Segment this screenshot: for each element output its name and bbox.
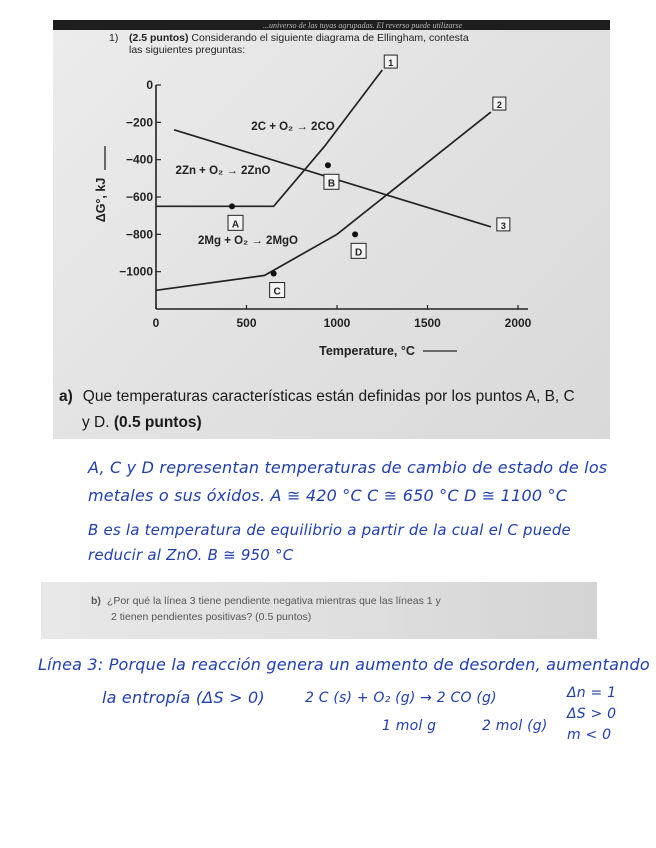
answer-a-line-3: B es la temperatura de equilibrio a partir de la cual el C puede [88, 521, 571, 539]
point-label: D [354, 247, 363, 259]
answer-b-mol-right: 2 mol (g) [482, 718, 548, 734]
reaction-label: 2C + O₂ → 2CO [251, 121, 335, 133]
question-b-text-1: ¿Por qué la línea 3 tiene pendiente negativa mientras que las líneas 1 y [106, 595, 441, 607]
y-axis-label: ΔG°, kJ [94, 177, 108, 223]
answer-b-line-2: la entropía (ΔS > 0) [102, 688, 265, 707]
answer-b-delta-s: ΔS > 0 [567, 706, 617, 722]
point-label: C [273, 286, 281, 298]
question-text-2: las siguientes preguntas: [129, 44, 246, 56]
y-tick-label: −800 [125, 227, 153, 242]
reaction-label: 2Zn + O₂ → 2ZnO [175, 165, 271, 177]
x-tick-label: 1000 [323, 316, 351, 330]
answer-a-line-4: reducir al ZnO. B ≅ 950 °C [88, 546, 294, 564]
point-label: B [327, 178, 336, 190]
chart-axes [156, 85, 528, 309]
answer-b-line-1: Línea 3: Porque la reacción genera un aumento de desorden, aumentando [38, 655, 650, 674]
answer-b-equation: 2 C (s) + O₂ (g) → 2 CO (g) [305, 690, 497, 706]
x-tick-label: 1500 [414, 316, 441, 330]
reaction-label: 2Mg + O₂ → 2MgO [198, 235, 298, 247]
point-d [352, 231, 358, 237]
y-tick-label: −600 [125, 190, 153, 204]
series-line-1 [156, 70, 382, 206]
x-tick-label: 500 [236, 316, 257, 330]
question-points: (2.5 puntos) [129, 32, 189, 44]
question-number: 1) [109, 32, 119, 44]
x-axis-label: Temperature, °C [319, 344, 415, 358]
axis-labels [94, 146, 457, 358]
reaction-labels [176, 121, 335, 247]
point-c [271, 271, 277, 277]
answer-b-mol-left: 1 mol g [382, 718, 437, 734]
question-a-text-1: Que temperaturas características están definidas por los puntos A, B, C [82, 388, 575, 405]
y-tick-label: −1000 [119, 264, 153, 279]
question-b-photo [41, 582, 597, 639]
point-a [229, 203, 235, 209]
question-b-text-2: 2 tienen pendientes positivas? (0.5 puntos) [111, 611, 312, 623]
y-tick-label: 0 [146, 78, 153, 92]
question-a-points: (0.5 puntos) [113, 414, 202, 431]
question-a-label: a) [59, 388, 73, 405]
chart-ticks [119, 78, 531, 330]
question-b [91, 593, 571, 625]
question-b-label: b) [91, 595, 101, 607]
y-tick-label: −400 [125, 152, 153, 167]
series-tag-label: 1 [388, 58, 394, 69]
question-a [59, 384, 609, 436]
question-text-1: Considerando el siguiente diagrama de Ellingham, contesta [191, 32, 469, 44]
y-tick-label: −200 [125, 115, 153, 130]
answer-b-slope: m < 0 [567, 727, 612, 743]
ellingham-chart [53, 20, 610, 439]
x-tick-label: 2000 [504, 316, 532, 330]
question-photo [53, 20, 610, 439]
header-fragment: ...universo de las tuyas agrupadas. El reverso puede utilizarse [263, 21, 463, 30]
answer-a-line-2: metales o sus óxidos. A ≅ 420 °C C ≅ 650 °C D ≅ 1100 °C [88, 486, 568, 505]
series-tag-label: 3 [500, 220, 506, 231]
point-label: A [231, 219, 240, 231]
series-tag-label: 2 [496, 100, 502, 111]
question-a-text-2: y D. [82, 414, 110, 431]
answer-b-delta-n: Δn = 1 [567, 685, 617, 701]
point-b [325, 162, 331, 168]
x-tick-label: 0 [152, 316, 160, 330]
answer-a-line-1: A, C y D representan temperaturas de cambio de estado de los [88, 458, 608, 477]
